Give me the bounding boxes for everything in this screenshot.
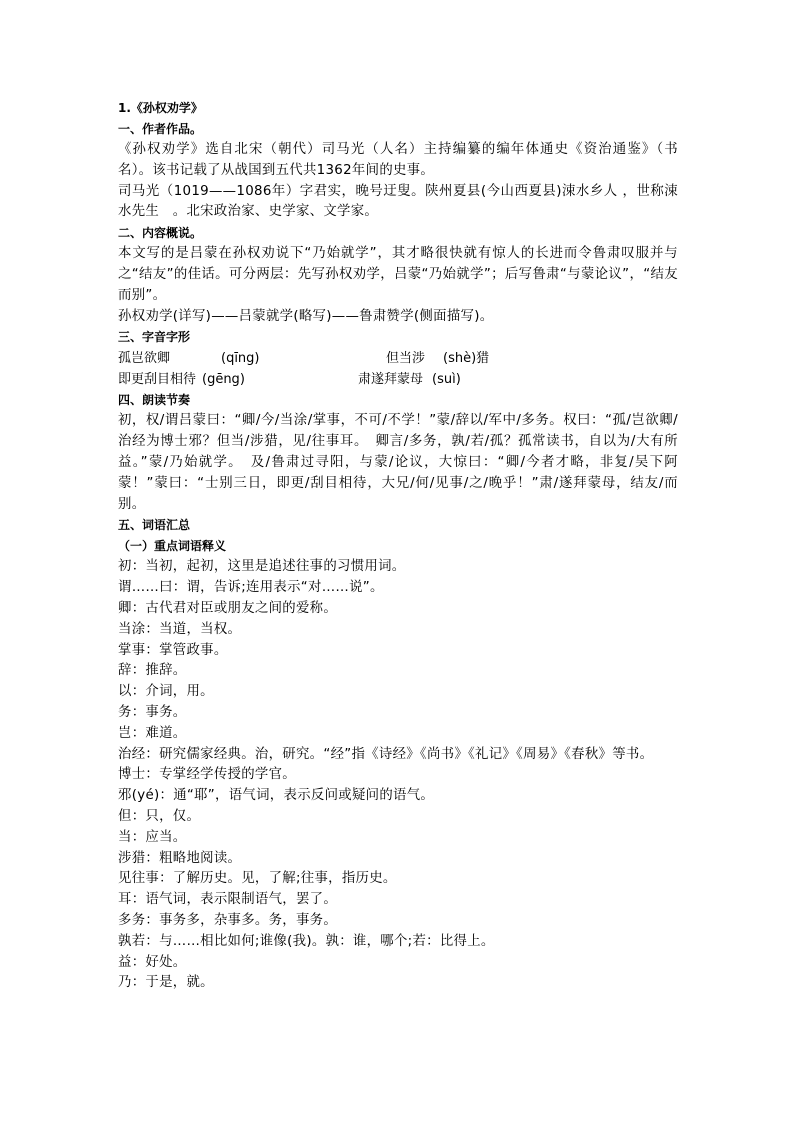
glossary-item: 邪(yé)：通“耶”，语气词，表示反问或疑问的语气。	[118, 788, 435, 804]
pron-word: 但当涉	[386, 351, 426, 367]
glossary-item: 掌事：掌管政事。	[118, 642, 228, 658]
pron-pinyin: (qīng)	[221, 351, 260, 367]
glossary-item: 当：应当。	[118, 829, 187, 845]
glossary-item: 多务：事务多，杂事多。务，事务。	[118, 912, 338, 928]
subsection-heading-key-words: （一）重点词语释义	[118, 539, 227, 554]
pronunciation-row-2	[118, 369, 678, 390]
pron-pinyin: (suì)	[432, 372, 461, 388]
pron-pinyin: (shè)猎	[443, 351, 490, 367]
pron-word: 肃遂拜蒙母	[358, 372, 424, 388]
glossary-item: 益：好处。	[118, 954, 187, 970]
glossary-item: 乃：于是，就。	[118, 975, 214, 991]
glossary-item: 但：只，仅。	[118, 808, 201, 824]
section-heading-author: 一、作者作品。	[118, 122, 203, 136]
glossary-item: 岂：难道。	[118, 725, 187, 741]
document-page	[118, 98, 678, 994]
paragraph-structure: 孙权劝学(详写)——吕蒙就学(略写)——鲁肃赞学(侧面描写)。	[118, 308, 494, 324]
section-heading-summary: 二、内容概说。	[118, 226, 203, 241]
paragraph-summary: 本文写的是吕蒙在孙权劝说下“乃始就学”，其才略很快就有惊人的长进而令鲁肃叹服并与之“结友”的佳话。可分两层：先写孙权劝学，吕蒙“乃始就学”；后写鲁肃“与蒙论议”，“结友而别”。	[118, 246, 678, 303]
pronunciation-row-1	[118, 348, 678, 369]
glossary-item: 耳：语气词，表示限制语气，罢了。	[118, 892, 338, 908]
glossary-item: 当涂：当道，当权。	[118, 621, 242, 637]
glossary-item: 孰若：与……相比如何;谁像(我)。孰：谁，哪个;若：比得上。	[118, 933, 495, 949]
pron-pinyin: (gēng)	[202, 372, 245, 388]
paragraph-author-bio: 司马光（1019——1086年）字君实，晚号迂叟。陕州夏县(今山西夏县)涑水乡人 ，世称涑水先生 。北宋政治家、史学家、文学家。	[118, 183, 678, 220]
glossary-item: 博士：专掌经学传授的学官。	[118, 767, 296, 783]
glossary-item: 见往事：了解历史。见，了解;往事，指历史。	[118, 871, 397, 887]
section-heading-pronunciation: 三、字音字形	[118, 330, 191, 345]
section-heading-vocabulary: 五、词语汇总	[118, 518, 191, 533]
paragraph-source: 《孙权劝学》选自北宋（朝代）司马光（人名）主持编纂的编年体通史《资治通鉴》（书名）。该书记载了从战国到五代共1362年间的史事。	[118, 142, 678, 178]
glossary-item: 初：当初，起初，这里是追述往事的习惯用词。	[118, 559, 406, 575]
glossary-item: 辞：推辞。	[118, 663, 187, 679]
glossary-item: 涉猎：粗略地阅读。	[118, 850, 242, 866]
pron-word: 孤岂欲卿	[118, 351, 171, 367]
document-title: 1.《孙权劝学》	[118, 101, 203, 115]
glossary-item: 以：介词，用。	[118, 684, 214, 700]
glossary-item-long: 治经：研究儒家经典。治，研究。“经”指《诗经》《尚书》《礼记》《周易》《春秋》等书。	[118, 746, 654, 762]
paragraph-reading-rhythm: 初，权/谓吕蒙曰：“卿/今/当涂/掌事，不可/不学！”蒙/辞以/军中/多务。权曰：“孤/岂欲卿/治经为博士邪？但当/涉猎，见/往事耳。 卿言/多务，孰/若/孤？孤常读书，自以为/大有所益。”蒙/乃始就学。 及/鲁肃过寻阳，与蒙/论议，大惊曰：“卿/今者才略，非复/吴下阿蒙！”蒙曰：“士别三日，即更/刮目相待，大兄/何/见事/之/晚乎！”肃/遂拜蒙母，结友/而别。	[118, 413, 678, 512]
section-heading-reading-rhythm: 四、朗读节奏	[118, 393, 191, 408]
glossary-item: 卿：古代君对臣或朋友之间的爱称。	[118, 600, 338, 616]
glossary-item: 谓……曰：谓，告诉;连用表示“对……说”。	[118, 580, 384, 596]
pron-word: 即更刮目相待	[118, 372, 197, 388]
glossary-item: 务：事务。	[118, 704, 187, 720]
